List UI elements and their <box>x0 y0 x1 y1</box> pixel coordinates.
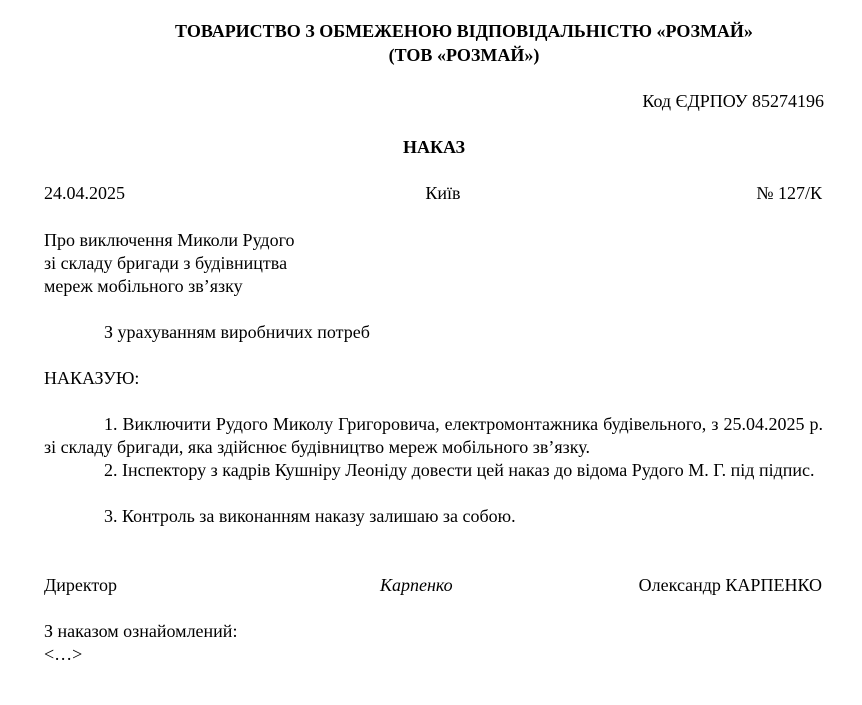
acknowledgement-label: З наказом ознайомлений: <box>44 621 238 641</box>
orders-heading: НАКАЗУЮ: <box>44 368 140 388</box>
order-item-3: 3. Контроль за виконанням наказу залишаю за собою. <box>104 506 516 526</box>
order-date: 24.04.2025 <box>44 183 125 203</box>
subject-line-3: мереж мобільного зв’язку <box>44 276 243 296</box>
company-short-name: (ТОВ «РОЗМАЙ») <box>388 45 540 65</box>
preamble: З урахуванням виробничих потреб <box>104 322 370 342</box>
edrpou-code: Код ЄДРПОУ 85274196 <box>642 91 824 111</box>
order-city: Київ <box>425 183 461 203</box>
signatory-name: Олександр КАРПЕНКО <box>638 575 822 595</box>
order-title: НАКАЗ <box>402 137 466 157</box>
subject-line-1: Про виключення Миколи Рудого <box>44 230 295 250</box>
company-full-name: ТОВАРИСТВО З ОБМЕЖЕНОЮ ВІДПОВІДАЛЬНІСТЮ «РОЗМАЙ» <box>175 21 753 41</box>
order-number: № 127/К <box>756 183 822 203</box>
order-item-2: 2. Інспектору з кадрів Кушніру Леоніду довести цей наказ до відома Рудого М. Г. під підпис. <box>104 460 815 480</box>
subject-line-2: зі складу бригади з будівництва <box>44 253 288 273</box>
order-item-1: 1. Виключити Рудого Миколу Григоровича, електромонтажника будівельного, з 25.04.2025 р. зі складу бригади, яка здійснює будівництво мереж мобільного зв’язку. <box>44 414 823 457</box>
signatory-signature: Карпенко <box>380 575 453 595</box>
signatory-position: Директор <box>44 575 118 595</box>
acknowledgement-placeholder: <…> <box>44 644 83 664</box>
